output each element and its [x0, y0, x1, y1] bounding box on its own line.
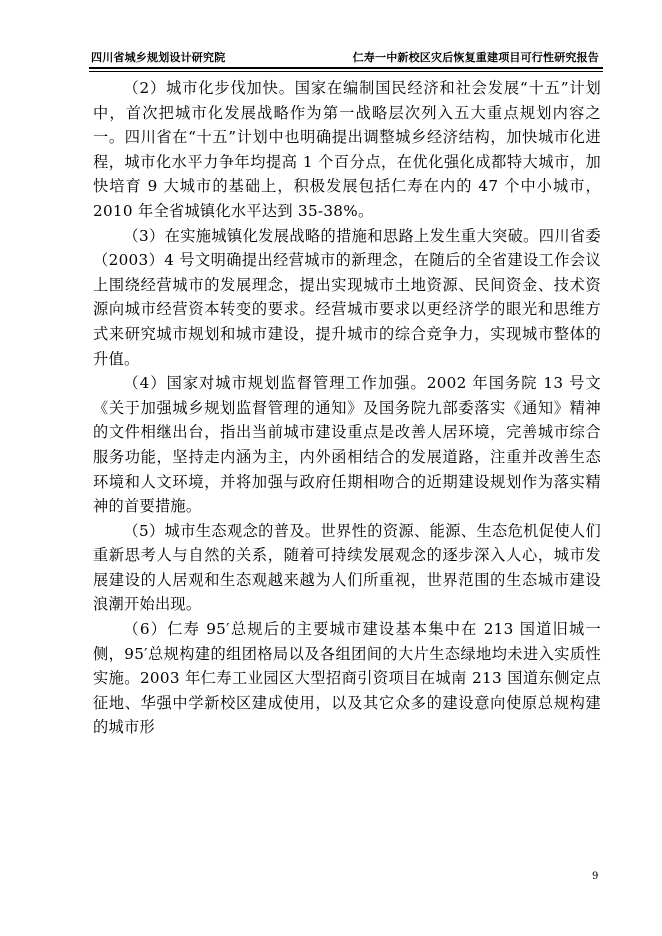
- header-rule-thin: [89, 71, 603, 72]
- paragraph-5: （5）城市生态观念的普及。世界性的资源、能源、生态危机促使人们重新思考人与自然的关系，随着可持续发展观念的逐步深入人心，城市发展建设的人居观和生态观越来越为人们所重视，世界范围的生态城市建设浪潮开始出现。: [93, 521, 601, 614]
- header-report-title: 仁寿一中新校区灾后恢复重建项目可行性研究报告: [352, 51, 599, 64]
- paragraph-6: （6）仁寿 95′总规后的主要城市建设基本集中在 213 国道旧城一侧，95′总规构建的组团格局以及各组团间的大片生态绿地均未进入实质性实施。2003 年仁寿工业园区大型招商引资项目在城南 213 国道东侧定点征地、华强中学新校区建成使用，以及其它众多的建设意向使原总规构建的城市形: [93, 620, 601, 737]
- document-body: [93, 76, 601, 740]
- page-number: 9: [592, 871, 599, 882]
- paragraph-2: （2）城市化步伐加快。国家在编制国民经济和社会发展“十五”计划中，首次把城市化发展战略作为第一战略层次列入五大重点规划内容之一。四川省在“十五”计划中也明确提出调整城乡经济结构，加快城市化进程，城市化水平力争年均提高 1 个百分点，在优化强化成都特大城市，加快培育 9 大城市的基础上，积极发展包括仁寿在内的 47 个中小城市，2010 年全省城镇化水平达到 35-38%。: [93, 79, 601, 220]
- page-header: [89, 50, 603, 66]
- paragraph-4: （4）国家对城市规划监督管理工作加强。2002 年国务院 13 号文《关于加强城乡规划监督管理的通知》及国务院九部委落实《通知》精神的文件相继出台，指出当前城市建设重点是改善人居环境，完善城市综合服务功能，坚持走内涵为主，内外函相结合的发展道路，注重并改善生态环境和人文环境，并将加强与政府任期相吻合的近期建设规划作为落实精神的首要措施。: [93, 374, 601, 516]
- paragraph-3: （3）在实施城镇化发展战略的措施和思路上发生重大突破。四川省委（2003）4 号文明确提出经营城市的新理念，在随后的全省建设工作会议上围绕经营城市的发展理念，提出实现城市土地资源、民间资金、技术资源向城市经营资本转变的要求。经营城市要求以更经济学的眼光和思维方式来研究城市规划和城市建设，提升城市的综合竞争力，实现城市整体的升值。: [93, 226, 601, 368]
- header-rule-thick: [89, 67, 603, 69]
- header-organization: 四川省城乡规划设计研究院: [91, 51, 226, 64]
